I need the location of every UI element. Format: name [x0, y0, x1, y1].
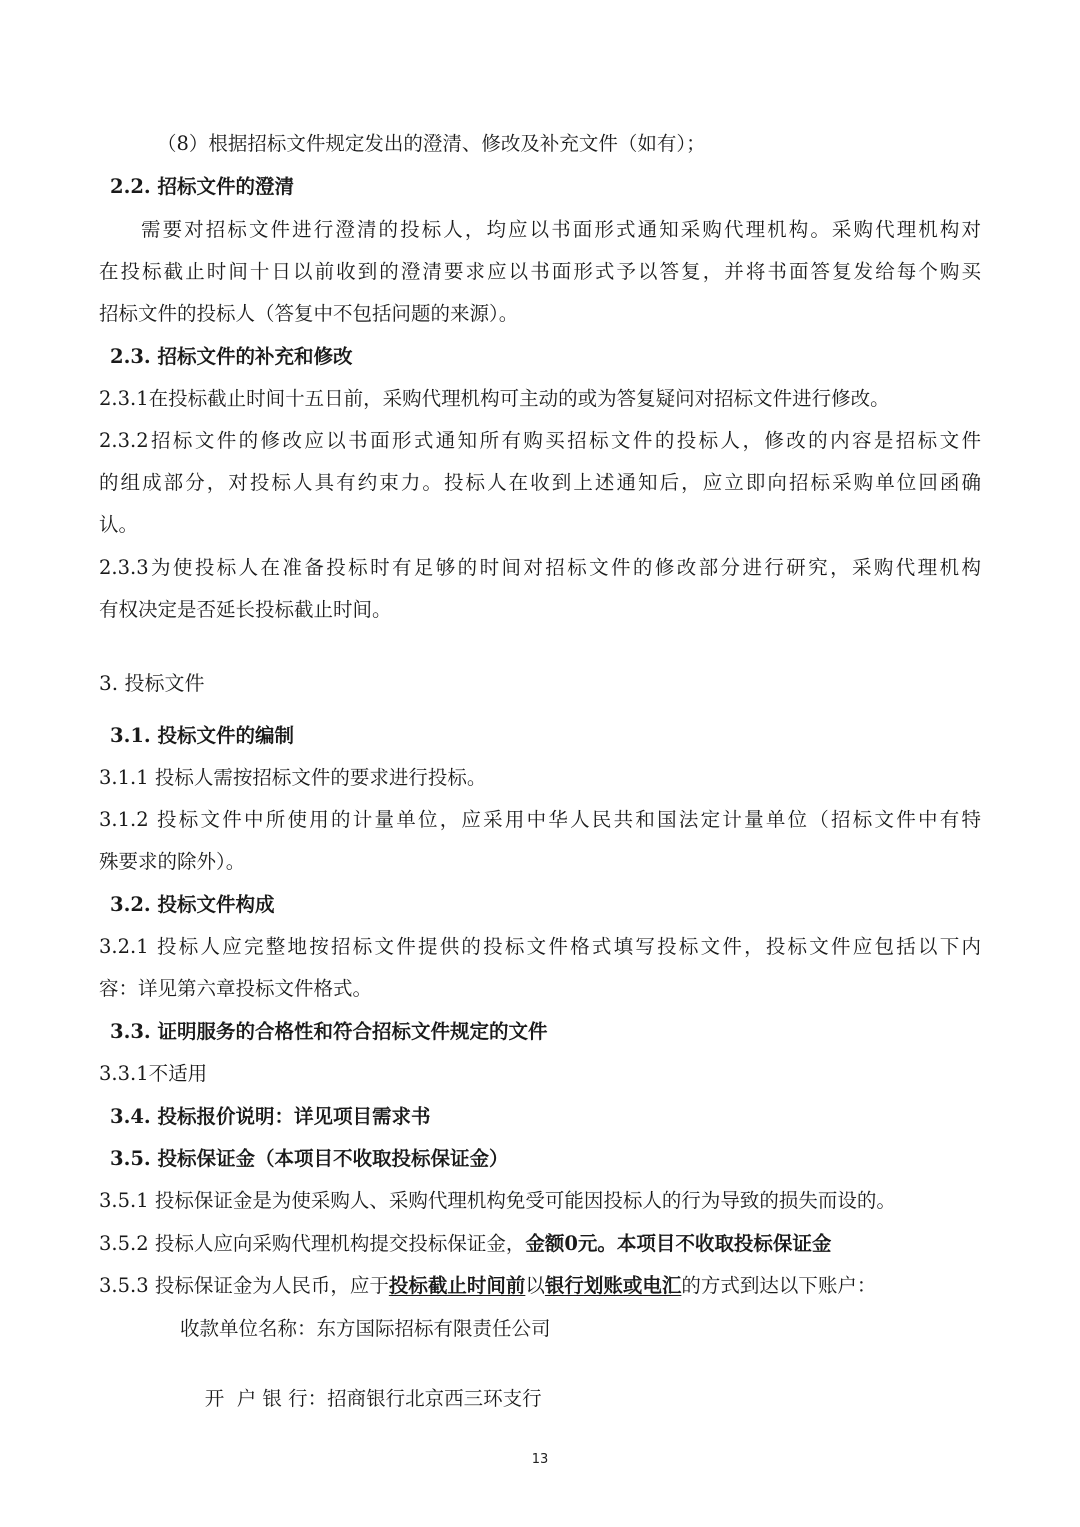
paragraph-line: 容：详见第六章投标文件格式。 — [99, 977, 373, 1000]
list-item-8: （8）根据招标文件规定发出的澄清、修改及补充文件（如有）； — [157, 132, 706, 155]
paragraph-line: 有权决定是否延长投标截止时间。 — [99, 598, 392, 621]
paragraph-line: 3.2.1 投标人应完整地按招标文件提供的投标文件格式填写投标文件，投标文件应包括以下内 — [99, 935, 981, 958]
section-heading-3-2: 3.2. 投标文件构成 — [110, 893, 275, 916]
paragraph-line — [99, 1230, 981, 1258]
section-heading-3-5: 3.5. 投标保证金（本项目不收取投标保证金） — [110, 1147, 509, 1170]
section-heading-2-3: 2.3. 招标文件的补充和修改 — [110, 345, 353, 368]
section-heading-2-2: 2.2. 招标文件的澄清 — [110, 175, 295, 198]
deposit-text: 3.5.2 投标人应向采购代理机构提交投标保证金， — [99, 1232, 526, 1255]
payee-label: 收款单位名称： — [180, 1317, 317, 1340]
bank-label: 开 户 银 行： — [204, 1387, 328, 1410]
text-run: 的方式到达以下账户： — [681, 1274, 877, 1297]
section-heading-3-3: 3.3. 证明服务的合格性和符合招标文件规定的文件 — [110, 1020, 548, 1043]
paragraph-line: 招标文件的投标人（答复中不包括问题的来源）。 — [99, 302, 519, 325]
account-bank-line — [180, 1357, 1062, 1441]
paragraph-line: 在投标截止时间十日以前收到的澄清要求应以书面形式予以答复，并将书面答复发给每个购买 — [99, 260, 981, 283]
paragraph-line: 2.3.1在投标截止时间十五日前，采购代理机构可主动的或为答复疑问对招标文件进行修改。 — [99, 387, 890, 410]
paragraph-line: 2.3.3为使投标人在准备投标时有足够的时间对招标文件的修改部分进行研究，采购代理机构 — [99, 556, 981, 579]
paragraph-line: 需要对招标文件进行澄清的投标人，均应以书面形式通知采购代理机构。采购代理机构对 — [141, 218, 981, 241]
payee-value: 东方国际招标有限责任公司 — [316, 1317, 551, 1340]
section-heading-3: 3. 投标文件 — [99, 671, 205, 695]
paragraph-line — [99, 1272, 981, 1300]
page-number: 13 — [531, 1452, 549, 1467]
paragraph-line: 3.5.1 投标保证金是为使采购人、采购代理机构免受可能因投标人的行为导致的损失而设的。 — [99, 1189, 896, 1212]
text-run: 3.5.3 投标保证金为人民币，应于 — [99, 1274, 389, 1297]
paragraph-line: 3.3.1不适用 — [99, 1062, 208, 1085]
paragraph-line: 殊要求的除外）。 — [99, 850, 246, 873]
paragraph-line: 3.1.2 投标文件中所使用的计量单位，应采用中华人民共和国法定计量单位（招标文件中有特 — [99, 808, 981, 831]
deposit-amount-emphasis: 金额0元。本项目不收取投标保证金 — [525, 1232, 832, 1255]
section-heading-3-4: 3.4. 投标报价说明：详见项目需求书 — [110, 1105, 431, 1128]
paragraph-line: 3.1.1 投标人需按招标文件的要求进行投标。 — [99, 766, 487, 789]
text-run: 以 — [525, 1274, 545, 1297]
paragraph-line: 2.3.2招标文件的修改应以书面形式通知所有购买招标文件的投标人，修改的内容是招标文件 — [99, 429, 981, 452]
paragraph-line: 认。 — [99, 513, 139, 536]
deadline-emphasis: 投标截止时间前 — [388, 1274, 526, 1297]
section-heading-3-1: 3.1. 投标文件的编制 — [110, 724, 295, 747]
paragraph-line: 的组成部分，对投标人具有约束力。投标人在收到上述通知后，应立即向招标采购单位回函确 — [99, 471, 981, 494]
payment-method-emphasis: 银行划账或电汇 — [544, 1274, 682, 1297]
bank-value: 招商银行北京西三环支行 — [327, 1387, 542, 1410]
account-payee-line — [180, 1315, 1062, 1343]
